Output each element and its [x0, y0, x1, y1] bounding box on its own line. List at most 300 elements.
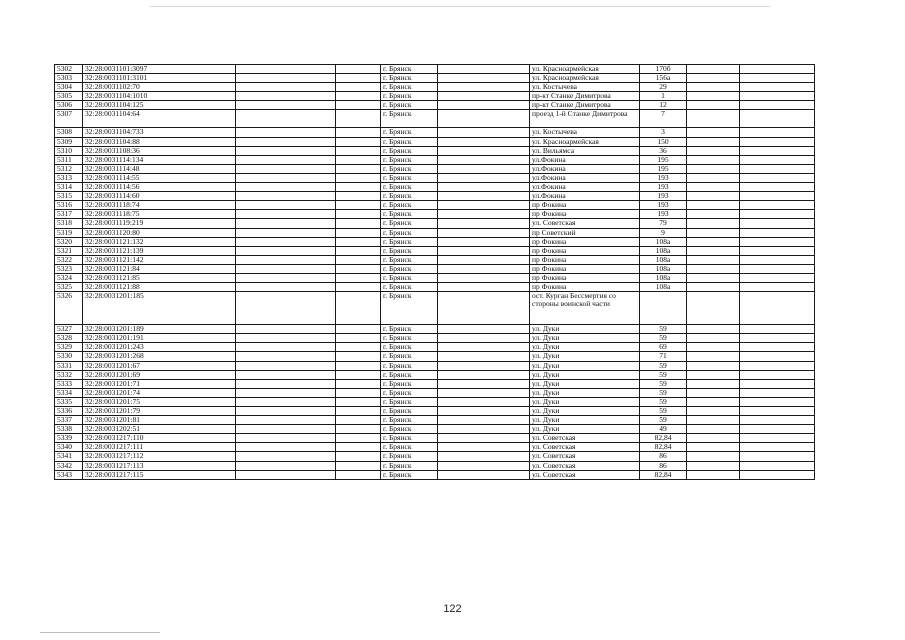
empty-cell	[236, 192, 336, 201]
table-row	[55, 192, 815, 201]
city-cell: г. Брянск	[381, 416, 438, 425]
empty-cell	[236, 228, 336, 237]
empty-cell	[336, 379, 381, 388]
street-cell: ост. Курган Бессмертия со стороны воинской части	[530, 292, 640, 325]
empty-cell	[336, 219, 381, 228]
house-number-cell: 59	[640, 334, 687, 343]
empty-cell	[236, 334, 336, 343]
page-number: 122	[443, 603, 462, 615]
street-cell: ул. Советская	[530, 434, 640, 443]
footer-rule	[40, 632, 160, 633]
empty-cell	[336, 283, 381, 292]
city-cell: г. Брянск	[381, 146, 438, 155]
street-cell: ул. Красноармейская	[530, 74, 640, 83]
city-cell: г. Брянск	[381, 283, 438, 292]
empty-cell	[438, 292, 530, 325]
city-cell: г. Брянск	[381, 219, 438, 228]
house-number-cell: 86	[640, 452, 687, 461]
house-number-cell: 108а	[640, 255, 687, 264]
cadastral-number-cell: 32:28:0031101:3101	[83, 74, 236, 83]
empty-cell	[740, 283, 815, 292]
city-cell: г. Брянск	[381, 210, 438, 219]
street-cell: ул. Советская	[530, 470, 640, 479]
empty-cell	[438, 164, 530, 173]
empty-cell	[236, 155, 336, 164]
house-number-cell: 193	[640, 192, 687, 201]
row-number-cell: 5307	[55, 110, 83, 128]
cadastral-number-cell: 32:28:0031217:112	[83, 452, 236, 461]
cadastral-number-cell: 32:28:0031120:80	[83, 228, 236, 237]
table-row	[55, 146, 815, 155]
empty-cell	[236, 407, 336, 416]
empty-cell	[438, 397, 530, 406]
cadastral-number-cell: 32:28:0031201:71	[83, 379, 236, 388]
street-cell: ул. Дуки	[530, 379, 640, 388]
house-number-cell: 108а	[640, 273, 687, 282]
empty-cell	[687, 264, 740, 273]
empty-cell	[438, 470, 530, 479]
empty-cell	[438, 425, 530, 434]
table-row	[55, 237, 815, 246]
city-cell: г. Брянск	[381, 264, 438, 273]
house-number-cell: 7	[640, 110, 687, 128]
empty-cell	[236, 470, 336, 479]
row-number-cell: 5335	[55, 397, 83, 406]
house-number-cell: 59	[640, 379, 687, 388]
empty-cell	[687, 128, 740, 137]
empty-cell	[687, 416, 740, 425]
house-number-cell: 59	[640, 416, 687, 425]
row-number-cell: 5310	[55, 146, 83, 155]
city-cell: г. Брянск	[381, 325, 438, 334]
row-number-cell: 5304	[55, 83, 83, 92]
row-number-cell: 5333	[55, 379, 83, 388]
street-cell: пр Советский	[530, 228, 640, 237]
city-cell: г. Брянск	[381, 101, 438, 110]
row-number-cell: 5338	[55, 425, 83, 434]
cadastral-number-cell: 32:28:0031201:67	[83, 361, 236, 370]
street-cell: ул. Дуки	[530, 361, 640, 370]
empty-cell	[740, 210, 815, 219]
empty-cell	[438, 461, 530, 470]
street-cell: ул.Фокина	[530, 173, 640, 182]
empty-cell	[438, 110, 530, 128]
empty-cell	[336, 237, 381, 246]
empty-cell	[687, 388, 740, 397]
empty-cell	[740, 434, 815, 443]
empty-cell	[336, 273, 381, 282]
city-cell: г. Брянск	[381, 173, 438, 182]
empty-cell	[336, 65, 381, 74]
city-cell: г. Брянск	[381, 74, 438, 83]
table-row	[55, 470, 815, 479]
city-cell: г. Брянск	[381, 92, 438, 101]
table-row	[55, 183, 815, 192]
empty-cell	[438, 83, 530, 92]
empty-cell	[740, 201, 815, 210]
street-cell: пр Фокина	[530, 264, 640, 273]
table-row	[55, 334, 815, 343]
empty-cell	[687, 461, 740, 470]
row-number-cell: 5332	[55, 370, 83, 379]
row-number-cell: 5339	[55, 434, 83, 443]
table-row	[55, 137, 815, 146]
table-row	[55, 155, 815, 164]
cadastral-number-cell: 32:28:0031118:75	[83, 210, 236, 219]
row-number-cell: 5336	[55, 407, 83, 416]
empty-cell	[438, 65, 530, 74]
house-number-cell: 59	[640, 388, 687, 397]
street-cell: ул. Костычева	[530, 128, 640, 137]
empty-cell	[687, 343, 740, 352]
cadastral-number-cell: 32:28:0031217:113	[83, 461, 236, 470]
cadastral-number-cell: 32:28:0031108:36	[83, 146, 236, 155]
empty-cell	[336, 155, 381, 164]
empty-cell	[687, 192, 740, 201]
city-cell: г. Брянск	[381, 334, 438, 343]
empty-cell	[236, 283, 336, 292]
empty-cell	[740, 452, 815, 461]
row-number-cell: 5316	[55, 201, 83, 210]
table-row	[55, 370, 815, 379]
empty-cell	[336, 370, 381, 379]
empty-cell	[236, 246, 336, 255]
row-number-cell: 5312	[55, 164, 83, 173]
street-cell: ул. Вильямса	[530, 146, 640, 155]
row-number-cell: 5306	[55, 101, 83, 110]
empty-cell	[438, 407, 530, 416]
empty-cell	[687, 246, 740, 255]
empty-cell	[740, 192, 815, 201]
empty-cell	[687, 273, 740, 282]
empty-cell	[236, 101, 336, 110]
street-cell: пр Фокина	[530, 255, 640, 264]
empty-cell	[687, 452, 740, 461]
table-row	[55, 388, 815, 397]
empty-cell	[236, 237, 336, 246]
row-number-cell: 5343	[55, 470, 83, 479]
table-row	[55, 164, 815, 173]
empty-cell	[740, 65, 815, 74]
house-number-cell: 69	[640, 343, 687, 352]
empty-cell	[687, 470, 740, 479]
empty-cell	[438, 264, 530, 273]
cadastral-number-cell: 32:28:0031104:1010	[83, 92, 236, 101]
cadastral-number-cell: 32:28:0031114:56	[83, 183, 236, 192]
street-cell: ул. Дуки	[530, 343, 640, 352]
house-number-cell: 12	[640, 101, 687, 110]
empty-cell	[438, 228, 530, 237]
empty-cell	[336, 264, 381, 273]
street-cell: ул. Дуки	[530, 325, 640, 334]
empty-cell	[336, 407, 381, 416]
cadastral-number-cell: 32:28:0031104:733	[83, 128, 236, 137]
table-row	[55, 352, 815, 361]
empty-cell	[687, 164, 740, 173]
empty-cell	[438, 219, 530, 228]
empty-cell	[236, 146, 336, 155]
empty-cell	[740, 101, 815, 110]
empty-cell	[336, 388, 381, 397]
street-cell: ул. Дуки	[530, 416, 640, 425]
street-cell: ул. Красноармейская	[530, 65, 640, 74]
row-number-cell: 5309	[55, 137, 83, 146]
empty-cell	[740, 443, 815, 452]
cadastral-number-cell: 32:28:0031114:134	[83, 155, 236, 164]
city-cell: г. Брянск	[381, 137, 438, 146]
empty-cell	[336, 334, 381, 343]
city-cell: г. Брянск	[381, 83, 438, 92]
house-number-cell: 86	[640, 461, 687, 470]
empty-cell	[236, 397, 336, 406]
table-row	[55, 379, 815, 388]
empty-cell	[740, 352, 815, 361]
empty-cell	[740, 110, 815, 128]
cadastral-number-cell: 32:28:0031121:132	[83, 237, 236, 246]
empty-cell	[740, 470, 815, 479]
empty-cell	[236, 65, 336, 74]
city-cell: г. Брянск	[381, 443, 438, 452]
table-row	[55, 128, 815, 137]
city-cell: г. Брянск	[381, 65, 438, 74]
empty-cell	[438, 128, 530, 137]
empty-cell	[740, 343, 815, 352]
empty-cell	[438, 352, 530, 361]
house-number-cell: 79	[640, 219, 687, 228]
house-number-cell: 36	[640, 146, 687, 155]
house-number-cell: 108а	[640, 264, 687, 273]
empty-cell	[740, 416, 815, 425]
empty-cell	[336, 397, 381, 406]
cadastral-number-cell: 32:28:0031121:85	[83, 273, 236, 282]
house-number-cell: 29	[640, 83, 687, 92]
empty-cell	[336, 325, 381, 334]
empty-cell	[438, 192, 530, 201]
empty-cell	[236, 110, 336, 128]
table-row	[55, 74, 815, 83]
table-row	[55, 292, 815, 325]
cadastral-number-cell: 32:28:0031114:48	[83, 164, 236, 173]
empty-cell	[687, 83, 740, 92]
house-number-cell: 59	[640, 325, 687, 334]
empty-cell	[438, 434, 530, 443]
empty-cell	[336, 128, 381, 137]
empty-cell	[687, 201, 740, 210]
empty-cell	[438, 92, 530, 101]
empty-cell	[438, 237, 530, 246]
street-cell: пр Фокина	[530, 283, 640, 292]
empty-cell	[438, 273, 530, 282]
row-number-cell: 5305	[55, 92, 83, 101]
empty-cell	[236, 443, 336, 452]
city-cell: г. Брянск	[381, 452, 438, 461]
empty-cell	[236, 452, 336, 461]
house-number-cell: 170б	[640, 65, 687, 74]
street-cell: ул. Советская	[530, 443, 640, 452]
street-cell: ул. Красноармейская	[530, 137, 640, 146]
table-row	[55, 246, 815, 255]
empty-cell	[236, 434, 336, 443]
empty-cell	[236, 164, 336, 173]
house-number-cell: 9	[640, 228, 687, 237]
city-cell: г. Брянск	[381, 343, 438, 352]
empty-cell	[687, 370, 740, 379]
city-cell: г. Брянск	[381, 461, 438, 470]
empty-cell	[336, 210, 381, 219]
table-row	[55, 264, 815, 273]
city-cell: г. Брянск	[381, 183, 438, 192]
empty-cell	[336, 192, 381, 201]
table-row	[55, 361, 815, 370]
empty-cell	[236, 352, 336, 361]
row-number-cell: 5302	[55, 65, 83, 74]
empty-cell	[236, 416, 336, 425]
empty-cell	[438, 246, 530, 255]
empty-cell	[687, 210, 740, 219]
empty-cell	[740, 292, 815, 325]
cadastral-number-cell: 32:28:0031201:81	[83, 416, 236, 425]
cadastral-number-cell: 32:28:0031201:75	[83, 397, 236, 406]
empty-cell	[236, 264, 336, 273]
street-cell: пр Фокина	[530, 246, 640, 255]
city-cell: г. Брянск	[381, 201, 438, 210]
empty-cell	[687, 352, 740, 361]
table-row	[55, 434, 815, 443]
row-number-cell: 5329	[55, 343, 83, 352]
city-cell: г. Брянск	[381, 237, 438, 246]
empty-cell	[336, 246, 381, 255]
empty-cell	[438, 452, 530, 461]
empty-cell	[236, 292, 336, 325]
city-cell: г. Брянск	[381, 370, 438, 379]
table-row	[55, 273, 815, 282]
empty-cell	[740, 325, 815, 334]
city-cell: г. Брянск	[381, 155, 438, 164]
empty-cell	[740, 388, 815, 397]
table-row	[55, 283, 815, 292]
empty-cell	[336, 361, 381, 370]
empty-cell	[438, 370, 530, 379]
cadastral-number-cell: 32:28:0031201:243	[83, 343, 236, 352]
empty-cell	[236, 379, 336, 388]
cadastral-number-cell: 32:28:0031201:191	[83, 334, 236, 343]
street-cell: ул. Дуки	[530, 397, 640, 406]
empty-cell	[740, 407, 815, 416]
empty-cell	[687, 65, 740, 74]
house-number-cell: 108а	[640, 246, 687, 255]
empty-cell	[740, 173, 815, 182]
empty-cell	[336, 92, 381, 101]
row-number-cell: 5337	[55, 416, 83, 425]
row-number-cell: 5341	[55, 452, 83, 461]
row-number-cell: 5320	[55, 237, 83, 246]
empty-cell	[438, 334, 530, 343]
empty-cell	[336, 434, 381, 443]
empty-cell	[336, 74, 381, 83]
house-number-cell: 59	[640, 407, 687, 416]
empty-cell	[740, 461, 815, 470]
empty-cell	[336, 183, 381, 192]
row-number-cell: 5331	[55, 361, 83, 370]
cadastral-number-cell: 32:28:0031201:185	[83, 292, 236, 325]
street-cell: ул.Фокина	[530, 192, 640, 201]
row-number-cell: 5314	[55, 183, 83, 192]
empty-cell	[687, 155, 740, 164]
empty-cell	[438, 343, 530, 352]
house-number-cell: 193	[640, 201, 687, 210]
cadastral-number-cell: 32:28:0031201:268	[83, 352, 236, 361]
house-number-cell: 195	[640, 164, 687, 173]
empty-cell	[740, 74, 815, 83]
empty-cell	[740, 255, 815, 264]
house-number-cell: 82,84	[640, 443, 687, 452]
row-number-cell: 5313	[55, 173, 83, 182]
empty-cell	[236, 210, 336, 219]
empty-cell	[687, 255, 740, 264]
table-row	[55, 101, 815, 110]
street-cell: пр-кт Станке Димитрова	[530, 101, 640, 110]
street-cell: ул. Дуки	[530, 352, 640, 361]
empty-cell	[438, 443, 530, 452]
house-number-cell: 59	[640, 370, 687, 379]
empty-cell	[438, 361, 530, 370]
house-number-cell: 193	[640, 173, 687, 182]
cadastral-number-cell: 32:28:0031118:74	[83, 201, 236, 210]
row-number-cell: 5322	[55, 255, 83, 264]
city-cell: г. Брянск	[381, 470, 438, 479]
row-number-cell: 5325	[55, 283, 83, 292]
empty-cell	[740, 237, 815, 246]
empty-cell	[438, 201, 530, 210]
city-cell: г. Брянск	[381, 228, 438, 237]
cadastral-number-cell: 32:28:0031201:189	[83, 325, 236, 334]
street-cell: ул. Советская	[530, 219, 640, 228]
empty-cell	[687, 425, 740, 434]
empty-cell	[687, 137, 740, 146]
street-cell: ул.Фокина	[530, 183, 640, 192]
cadastral-number-cell: 32:28:0031201:79	[83, 407, 236, 416]
empty-cell	[687, 283, 740, 292]
city-cell: г. Брянск	[381, 164, 438, 173]
empty-cell	[687, 292, 740, 325]
row-number-cell: 5303	[55, 74, 83, 83]
empty-cell	[438, 155, 530, 164]
empty-cell	[438, 325, 530, 334]
row-number-cell: 5328	[55, 334, 83, 343]
cadastral-number-cell: 32:28:0031217:115	[83, 470, 236, 479]
empty-cell	[236, 370, 336, 379]
house-number-cell: 108а	[640, 237, 687, 246]
city-cell: г. Брянск	[381, 397, 438, 406]
row-number-cell: 5340	[55, 443, 83, 452]
house-number-cell: 150	[640, 137, 687, 146]
row-number-cell: 5327	[55, 325, 83, 334]
empty-cell	[438, 255, 530, 264]
empty-cell	[687, 379, 740, 388]
empty-cell	[336, 146, 381, 155]
row-number-cell: 5324	[55, 273, 83, 282]
row-number-cell: 5311	[55, 155, 83, 164]
empty-cell	[687, 219, 740, 228]
empty-cell	[236, 388, 336, 397]
empty-cell	[336, 228, 381, 237]
city-cell: г. Брянск	[381, 407, 438, 416]
cadastral-number-cell: 32:28:0031121:88	[83, 283, 236, 292]
top-rule	[150, 6, 770, 7]
empty-cell	[336, 137, 381, 146]
row-number-cell: 5334	[55, 388, 83, 397]
empty-cell	[740, 246, 815, 255]
